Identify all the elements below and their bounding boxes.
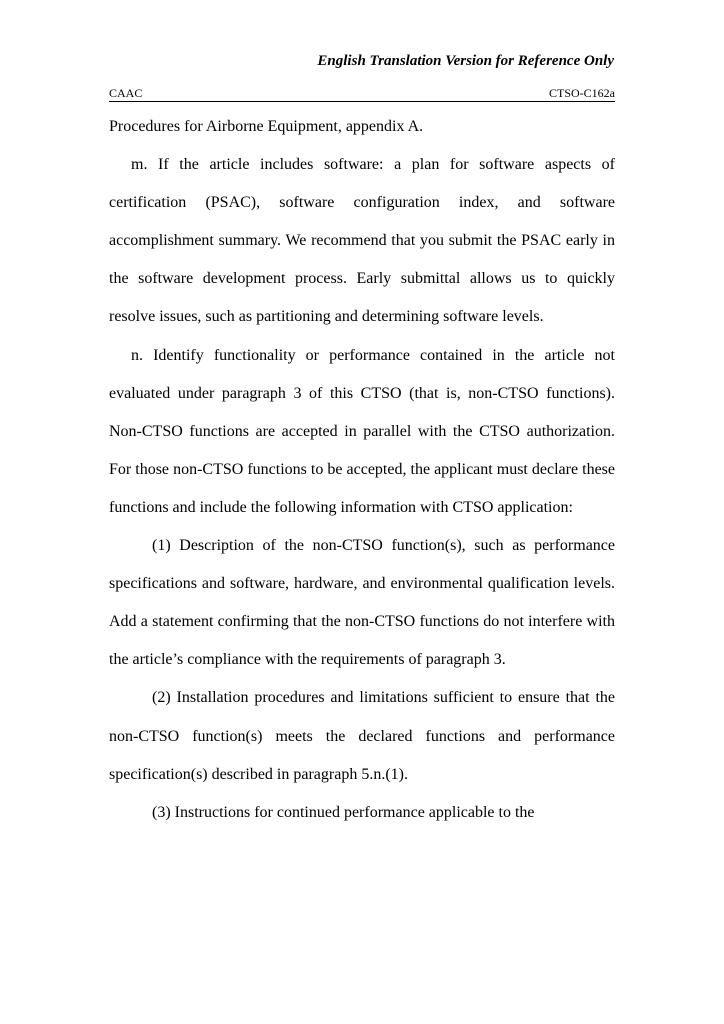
header-organization: CAAC — [109, 86, 143, 100]
header-document-id: CTSO-C162a — [549, 86, 615, 100]
translation-note: English Translation Version for Reference Only — [317, 53, 614, 69]
document-body — [109, 108, 615, 832]
paragraph-continuation: Procedures for Airborne Equipment, appendix A. — [109, 118, 424, 135]
paragraph-n: n. Identify functionality or performance contained in the article not evaluated under paragraph 3 of this CTSO (that is, non-CTSO functions). Non-CTSO functions are accepted in parallel with the CTSO authorization. For those non-CTSO functions to be accepted, the applicant must declare these functions and include the following information with CTSO application: — [109, 346, 615, 516]
paragraph-n-2: (2) Installation procedures and limitations sufficient to ensure that the non-CTSO function(s) meets the declared functions and performance specification(s) described in paragraph 5.n.(1). — [109, 689, 615, 783]
paragraph-m: m. If the article includes software: a plan for software aspects of certification (PSAC), software configuration index, and software accomplishment summary. We recommend that you submit the PSAC early in the software development process. Early submittal allows us to quickly resolve issues, such as partitioning and determining software levels. — [109, 156, 615, 326]
paragraph-n-1: (1) Description of the non-CTSO function(s), such as performance specifications and software, hardware, and environmental qualification levels. Add a statement confirming that the non-CTSO functions do not interfere with the article’s compliance with the requirements of paragraph 3. — [109, 537, 615, 669]
page-header — [109, 85, 615, 102]
paragraph-n-3: (3) Instructions for continued performance applicable to the — [152, 803, 535, 821]
